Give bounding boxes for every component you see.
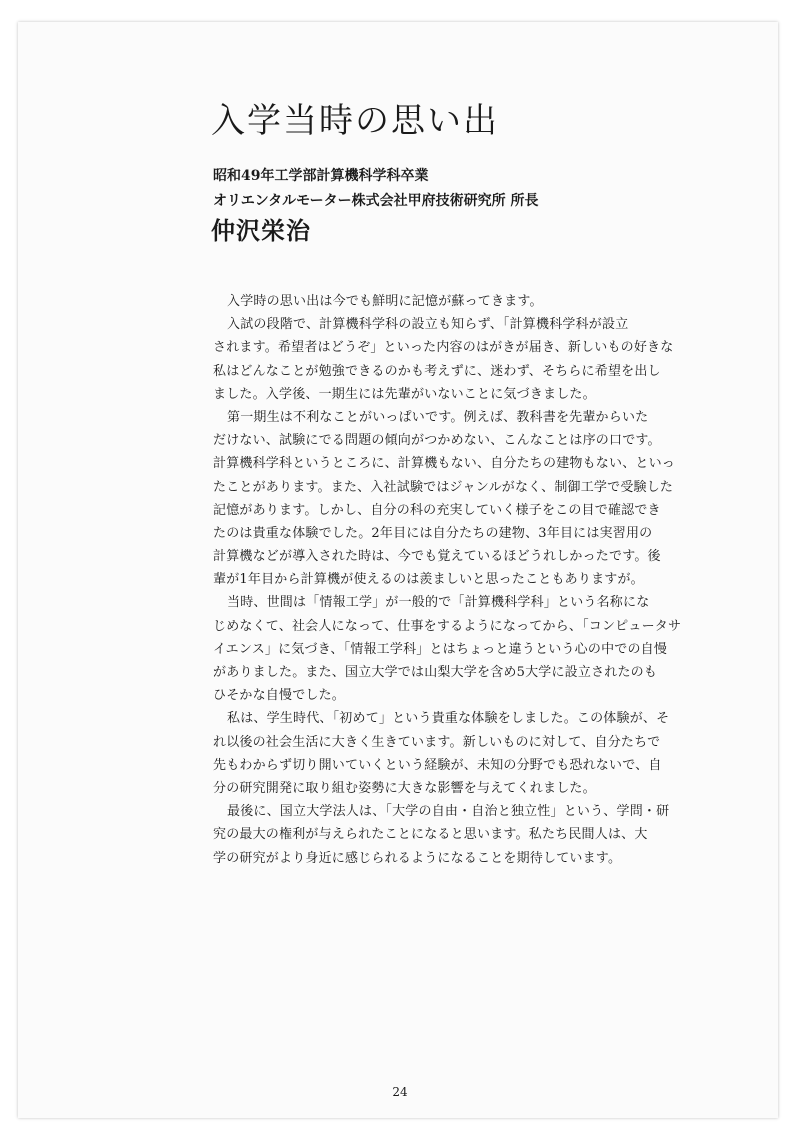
body-line: じめなくて、社会人になって、仕事をするようになってから、「コンピュータサ xyxy=(213,618,682,634)
body-line: がありました。また、国立大学では山梨大学を含め5大学に設立されたのも xyxy=(213,665,658,680)
body-line: だけない、試験にでる問題の傾向がつかめない、こんなことは序の口です。 xyxy=(213,433,661,449)
body-line: 記憶があります。しかし、自分の科の充実していく様子をこの目で確認でき xyxy=(213,502,661,518)
body-line: 入試の段階で、計算機科学科の設立も知らず、「計算機科学科が設立 xyxy=(227,317,629,333)
body-line: 当時、世間は「情報工学」が一般的で「計算機科学科」という名称にな xyxy=(227,595,650,611)
body-line: 分の研究開発に取り組む姿勢に大きな影響を与えてくれました。 xyxy=(213,780,596,796)
body-line: 最後に、国立大学法人は、「大学の自由・自治と独立性」という、学問・研 xyxy=(227,804,670,820)
body-line: されます。希望者はどうぞ」といった内容のはがきが届き、新しいもの好きな xyxy=(213,340,674,356)
body-line: 輩が1年目から計算機が使えるのは羨ましいと思ったこともありますが。 xyxy=(213,572,644,588)
body-line: 私はどんなことが勉強できるのかも考えずに、迷わず、そちらに希望を出し xyxy=(213,363,661,379)
body-line: たことがあります。また、入社試験ではジャンルがなく、制御工学で受験した xyxy=(213,479,674,495)
body-line: 計算機などが導入された時は、今でも覚えているほどうれしかったです。後 xyxy=(213,549,661,565)
page-number: 24 xyxy=(392,1085,408,1099)
body-line: 入学時の思い出は今でも鮮明に記憶が蘇ってきます。 xyxy=(227,294,543,309)
author-name: 仲沢栄治 xyxy=(211,216,311,245)
author-graduation: 昭和49年工学部計算機科学科卒業 xyxy=(213,168,429,184)
body-line: 私は、学生時代、「初めて」という貴重な体験をしました。この体験が、そ xyxy=(227,711,670,727)
body-line: 先もわからず切り開いていくという経験が、未知の分野でも恐れないで、自 xyxy=(213,757,662,773)
body-line: たのは貴重な体験でした。2年目には自分たちの建物、3年目には実習用の xyxy=(213,525,653,541)
body-line: イエンス」に気づき、「情報工学科」とはちょっと違うという心の中での自慢 xyxy=(213,641,668,657)
body-line: 究の最大の権利が与えられたことになると思います。私たち民間人は、大 xyxy=(213,827,648,843)
body-line: れ以後の社会生活に大きく生きています。新しいものに対して、自分たちで xyxy=(213,734,661,750)
body-line: ました。入学後、一期生には先輩がいないことに気づきました。 xyxy=(213,386,596,402)
page-title: 入学当時の思い出 xyxy=(211,101,499,141)
body-line: 第一期生は不利なことがいっぱいです。例えば、教科書を先輩からいた xyxy=(227,409,649,425)
body-line: 計算機科学科というところに、計算機もない、自分たちの建物もない、といっ xyxy=(213,456,676,472)
article-body xyxy=(213,290,682,870)
body-line: ひそかな自慢でした。 xyxy=(213,688,346,704)
author-position: オリエンタルモーター株式会社甲府技術研究所 所長 xyxy=(213,193,539,209)
body-line: 学の研究がより身近に感じられるようになることを期待しています。 xyxy=(213,850,622,866)
